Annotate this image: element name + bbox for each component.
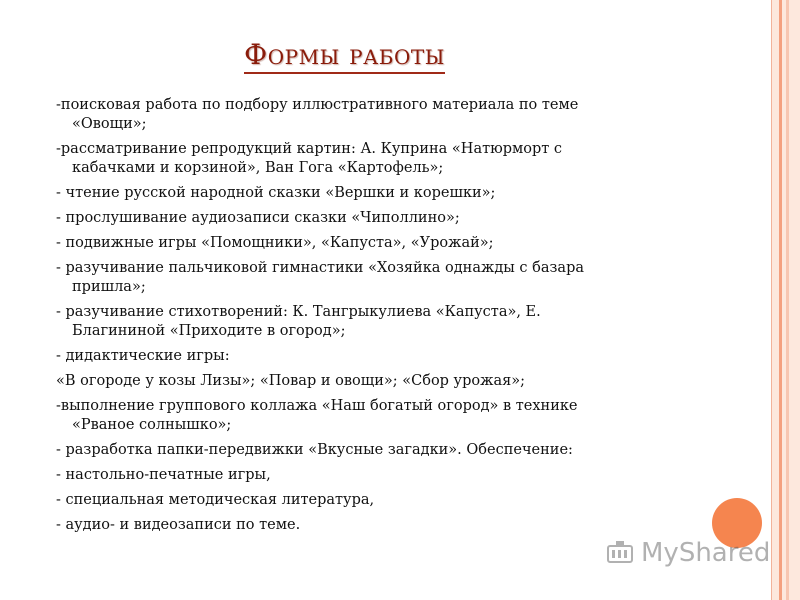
list-item <box>56 96 656 134</box>
list-item <box>56 491 656 510</box>
list-item <box>56 397 656 435</box>
list-item-line: - прослушивание аудиозаписи сказки «Чиполлино»; <box>56 210 460 226</box>
list-item-line: Благининой «Приходите в огород»; <box>72 323 346 339</box>
watermark <box>605 535 770 571</box>
list-item-line: - разучивание стихотворений: К. Тангрыкулиева «Капуста», Е. <box>56 304 541 320</box>
list-item-line: - разучивание пальчиковой гимнастики «Хозяйка однажды с базара <box>56 260 584 276</box>
list-item <box>56 303 656 341</box>
list-item-line: «Рваное солнышко»; <box>72 417 232 433</box>
slide-content <box>56 96 656 541</box>
list-item <box>56 372 656 391</box>
list-item-line: - настольно-печатные игры, <box>56 467 271 483</box>
list-item-line: -выполнение группового коллажа «Наш богатый огород» в технике <box>56 398 578 414</box>
list-item-line: - аудио- и видеозаписи по теме. <box>56 517 301 533</box>
list-item-line: «Овощи»; <box>72 116 147 132</box>
list-item <box>56 466 656 485</box>
border-stripe <box>786 0 789 600</box>
list-item <box>56 209 656 228</box>
list-item-line: - подвижные игры «Помощники», «Капуста», «Урожай»; <box>56 235 494 251</box>
list-item <box>56 184 656 203</box>
list-item-line: -поисковая работа по подбору иллюстративного материала по теме <box>56 97 579 113</box>
list-item <box>56 234 656 253</box>
list-item-line: -рассматривание репродукций картин: А. Куприна «Натюрморт с <box>56 141 563 157</box>
border-stripe <box>779 0 782 600</box>
list-item-line: - дидактические игры: <box>56 348 230 364</box>
list-item <box>56 441 656 460</box>
list-item-line: кабачками и корзиной», Ван Гога «Картофель»; <box>72 160 444 176</box>
list-item-line: - специальная методическая литература, <box>56 492 375 508</box>
list-item-line: - разработка папки-передвижки «Вкусные загадки». Обеспечение: <box>56 442 573 458</box>
list-item-line: пришла»; <box>72 279 146 295</box>
watermark-text: MyShared <box>641 538 771 568</box>
list-item <box>56 347 656 366</box>
myshared-logo-icon <box>605 538 635 568</box>
list-item <box>56 516 656 535</box>
list-item <box>56 259 656 297</box>
list-item-line: «В огороде у козы Лизы»; «Повар и овощи»; «Сбор урожая»; <box>56 373 525 389</box>
slide-border-decoration <box>771 0 800 600</box>
list-item-line: - чтение русской народной сказки «Вершки и корешки»; <box>56 185 496 201</box>
list-item <box>56 140 656 178</box>
slide-title: Формы работы <box>244 38 445 74</box>
